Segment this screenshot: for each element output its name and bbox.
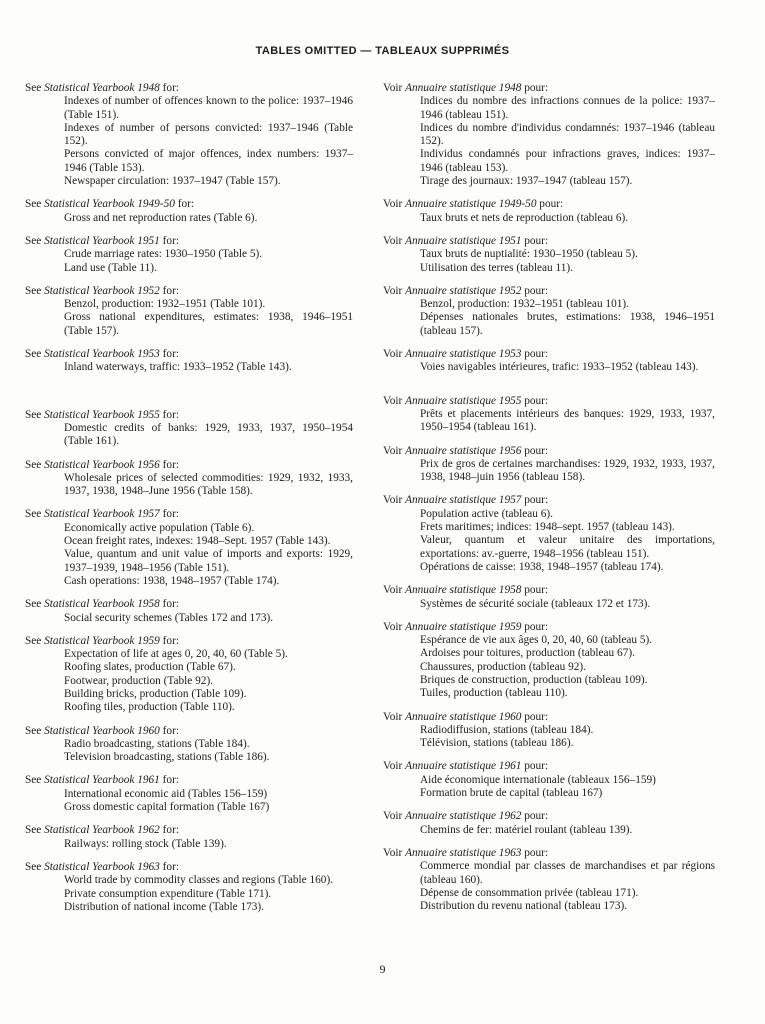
omitted-table-item: Benzol, production: 1932–1951 (tableau 101). (420, 298, 629, 311)
omitted-table-item: Ardoises pour toitures, production (tableau 67). (420, 647, 635, 660)
omitted-table-item: Voies navigables intérieures, trafic: 1933–1952 (tableau 143). (420, 361, 699, 374)
omitted-table-item: Dépense de consommation privée (tableau 171). (420, 886, 639, 899)
entry-heading (25, 409, 353, 422)
reference-entry (383, 847, 715, 913)
omitted-table-item: Indexes of number of offences known to the police: 1937–1946 (Table 151). (64, 95, 353, 121)
entry-suffix: for: (162, 348, 179, 361)
reference-entry (383, 810, 715, 837)
entry-suffix: for: (162, 860, 179, 873)
omitted-table-item: Dépenses nationales brutes, estimations: 1938, 1946–1951 (tableau 157). (420, 311, 715, 337)
omitted-table-item: International economic aid (Tables 156–159) (64, 787, 268, 800)
entry-heading (25, 774, 353, 787)
omitted-table-item: Tuiles, production (tableau 110). (420, 687, 568, 700)
entry-heading (383, 810, 715, 823)
entry-heading (383, 445, 715, 458)
omitted-table-item: Persons convicted of major offences, index numbers: 1937–1946 (Table 153). (64, 148, 353, 174)
entry-prefix: See (25, 824, 42, 837)
omitted-table-item: Value, quantum and unit value of imports and exports: 1929, 1937–1939, 1948–1956 (Table 151). (64, 548, 353, 574)
reference-entry (383, 621, 715, 701)
omitted-table-item: Benzol, production: 1932–1951 (Table 101). (64, 298, 266, 311)
yearbook-title: Statistical Yearbook 1948 (44, 82, 160, 94)
yearbook-title: Statistical Yearbook 1962 (44, 824, 160, 837)
reference-entry (383, 494, 715, 574)
entry-heading (383, 395, 715, 408)
entry-suffix: for: (162, 634, 179, 647)
reference-entry (383, 395, 715, 435)
omitted-table-item: Social security schemes (Tables 172 and 173). (64, 611, 274, 624)
yearbook-title: Annuaire statistique 1958 (405, 584, 522, 597)
entry-suffix: for: (162, 774, 179, 787)
omitted-table-item: Expectation of life at ages 0, 20, 40, 60 (Table 5). (64, 648, 288, 661)
omitted-table-item: Land use (Table 11). (64, 261, 157, 274)
omitted-table-item: Roofing slates, production (Table 67). (64, 661, 236, 674)
entry-suffix: pour: (524, 710, 549, 723)
reference-entry (383, 82, 715, 188)
entry-heading (25, 635, 353, 648)
omitted-table-item: Crude marriage rates: 1930–1950 (Table 5). (64, 248, 263, 261)
reference-entry (25, 198, 353, 225)
reference-entry (25, 598, 353, 625)
entry-prefix: Voir (383, 348, 403, 361)
entry-suffix: pour: (524, 394, 549, 407)
entry-suffix: for: (162, 408, 179, 421)
yearbook-title: Annuaire statistique 1949-50 (405, 198, 537, 211)
reference-entry (25, 725, 353, 765)
omitted-table-item: Radiodiffusion, stations (tableau 184). (420, 723, 594, 736)
yearbook-title: Annuaire statistique 1959 (405, 620, 522, 633)
entry-heading (25, 348, 353, 361)
entry-prefix: See (25, 234, 42, 247)
entry-prefix: Voir (383, 198, 403, 211)
reference-entry (25, 348, 353, 375)
reference-entry (25, 82, 353, 188)
entry-heading (25, 235, 353, 248)
omitted-table-item: Gross domestic capital formation (Table 167) (64, 801, 270, 814)
omitted-table-item: Chemins de fer: matériel roulant (tableau 139). (420, 823, 633, 836)
omitted-table-item: Indices du nombre des infractions connues de la police: 1937–1946 (tableau 151). (420, 95, 715, 121)
entry-suffix: pour: (524, 494, 549, 507)
omitted-table-item: Footwear, production (Table 92). (64, 674, 214, 687)
entry-heading (383, 584, 715, 597)
entry-prefix: Voir (383, 444, 403, 457)
entry-heading (25, 725, 353, 738)
entry-heading (383, 494, 715, 507)
reference-entry (383, 235, 715, 275)
omitted-table-item: Domestic credits of banks: 1929, 1933, 1937, 1950–1954 (Table 161). (64, 421, 353, 448)
entry-heading (25, 198, 353, 211)
reference-entry (383, 584, 715, 611)
entry-prefix: Voir (383, 710, 403, 723)
entry-suffix: for: (177, 198, 195, 211)
entry-heading (383, 760, 715, 773)
omitted-table-item: Economically active population (Table 6). (64, 521, 255, 534)
omitted-table-item: Taux bruts et nets de reproduction (tableau 6). (420, 211, 629, 224)
entry-prefix: See (25, 408, 42, 421)
omitted-table-item: Utilisation des terres (tableau 11). (420, 261, 573, 274)
reference-entry (383, 760, 715, 800)
reference-entry (25, 285, 353, 338)
entry-heading (383, 348, 715, 361)
entry-heading (25, 459, 353, 472)
yearbook-title: Statistical Yearbook 1963 (44, 860, 160, 873)
entry-prefix: Voir (383, 284, 403, 297)
entry-heading (383, 82, 715, 95)
yearbook-title: Annuaire statistique 1952 (405, 284, 522, 297)
entry-prefix: See (25, 634, 42, 647)
omitted-table-item: Tirage des journaux: 1937–1947 (tableau 157). (420, 175, 633, 188)
entry-prefix: Voir (383, 620, 403, 633)
entry-suffix: for: (162, 724, 179, 737)
omitted-table-item: Chaussures, production (tableau 92). (420, 660, 586, 673)
yearbook-title: Statistical Yearbook 1957 (44, 508, 160, 521)
entry-prefix: Voir (383, 810, 403, 823)
entry-heading (383, 198, 715, 211)
entry-suffix: pour: (524, 810, 549, 823)
omitted-table-item: Gross and net reproduction rates (Table 6). (64, 211, 258, 224)
entry-prefix: See (25, 860, 42, 873)
reference-entry (25, 409, 353, 449)
yearbook-title: Statistical Yearbook 1951 (44, 234, 160, 247)
entry-suffix: for: (162, 284, 179, 297)
entry-prefix: See (25, 458, 42, 471)
yearbook-title: Statistical Yearbook 1952 (44, 284, 160, 297)
omitted-table-item: Taux bruts de nuptialité: 1930–1950 (tableau 5). (420, 248, 638, 261)
entry-heading (383, 847, 715, 860)
yearbook-title: Annuaire statistique 1963 (405, 846, 522, 859)
entry-heading (25, 598, 353, 611)
entry-prefix: See (25, 508, 42, 521)
yearbook-title: Annuaire statistique 1960 (405, 710, 522, 723)
yearbook-title: Statistical Yearbook 1949-50 (44, 198, 175, 211)
omitted-table-item: Railways: rolling stock (Table 139). (64, 837, 227, 850)
entry-heading (383, 621, 715, 634)
yearbook-title: Annuaire statistique 1957 (405, 494, 522, 507)
reference-entry (383, 285, 715, 338)
reference-entry (383, 198, 715, 225)
omitted-table-item: Commerce mondial par classes de marchandises et par régions (tableau 160). (420, 860, 715, 886)
yearbook-title: Annuaire statistique 1953 (405, 348, 522, 361)
entry-heading (25, 285, 353, 298)
entry-prefix: Voir (383, 494, 403, 507)
entry-heading (383, 711, 715, 724)
entry-prefix: See (25, 774, 42, 787)
entry-suffix: for: (162, 82, 179, 94)
omitted-table-item: Télévision, stations (tableau 186). (420, 737, 574, 750)
entry-prefix: See (25, 598, 42, 611)
omitted-table-item: Opérations de caisse: 1938, 1948–1957 (tableau 174). (420, 560, 664, 573)
yearbook-title: Statistical Yearbook 1956 (44, 458, 160, 471)
entry-suffix: pour: (524, 284, 549, 297)
omitted-table-item: Frets maritimes; indices: 1948–sept. 1957 (tableau 143). (420, 521, 675, 534)
reference-entry (25, 824, 353, 851)
entry-prefix: See (25, 284, 42, 297)
yearbook-title: Annuaire statistique 1955 (405, 394, 522, 407)
entry-heading (383, 285, 715, 298)
entry-suffix: pour: (524, 846, 549, 859)
entry-prefix: Voir (383, 760, 403, 773)
yearbook-title: Annuaire statistique 1956 (405, 444, 522, 457)
omitted-table-item: Television broadcasting, stations (Table 186). (64, 751, 270, 764)
omitted-table-item: Prêts et placements intérieurs des banques: 1929, 1933, 1937, 1950–1954 (tableau 161). (420, 407, 715, 434)
entry-suffix: pour: (524, 348, 549, 361)
entry-prefix: See (25, 724, 42, 737)
entry-suffix: for: (162, 234, 179, 247)
omitted-table-item: Aide économique internationale (tableaux 156–159) (420, 773, 656, 786)
omitted-table-item: Ocean freight rates, indexes: 1948–Sept. 1957 (Table 143). (64, 535, 331, 548)
omitted-table-item: World trade by commodity classes and regions (Table 160). (64, 874, 334, 887)
entry-suffix: pour: (524, 620, 549, 633)
entry-heading (25, 861, 353, 874)
entry-suffix: for: (162, 458, 179, 471)
omitted-table-item: Prix de gros de certaines marchandises: 1929, 1932, 1933, 1937, 1938, 1948–juin 1956 (tableau 158). (420, 457, 715, 484)
yearbook-title: Statistical Yearbook 1959 (44, 634, 160, 647)
omitted-table-item: Cash operations: 1938, 1948–1957 (Table 174). (64, 574, 280, 587)
entry-suffix: pour: (539, 198, 564, 211)
entry-suffix: pour: (524, 444, 549, 457)
omitted-table-item: Indices du nombre d'individus condamnés: 1937–1946 (tableau 152). (420, 121, 715, 148)
entry-prefix: See (25, 82, 42, 94)
entry-prefix: Voir (383, 584, 403, 597)
yearbook-title: Statistical Yearbook 1960 (44, 724, 160, 737)
omitted-table-item: Inland waterways, traffic: 1933–1952 (Table 143). (64, 361, 292, 374)
omitted-table-item: Gross national expenditures, estimates: 1938, 1946–1951 (Table 157). (64, 311, 353, 337)
entry-prefix: See (25, 198, 42, 211)
entry-prefix: See (25, 348, 42, 361)
yearbook-title: Annuaire statistique 1961 (405, 760, 522, 773)
french-column (383, 82, 715, 923)
omitted-table-item: Newspaper circulation: 1937–1947 (Table 157). (64, 175, 281, 188)
omitted-table-item: Wholesale prices of selected commodities: 1929, 1932, 1933, 1937, 1938, 1948–June 1956 (Table 158). (64, 471, 353, 498)
reference-entry (383, 445, 715, 485)
entry-suffix: for: (162, 598, 179, 611)
yearbook-title: Statistical Yearbook 1958 (44, 598, 160, 611)
reference-entry (383, 348, 715, 375)
english-column (25, 82, 353, 924)
entry-prefix: Voir (383, 82, 403, 94)
entry-suffix: pour: (524, 82, 549, 94)
reference-entry (25, 508, 353, 588)
entry-prefix: Voir (383, 846, 403, 859)
entry-suffix: pour: (524, 584, 549, 597)
entry-suffix: for: (162, 824, 179, 837)
omitted-table-item: Individus condamnés pour infractions graves, indices: 1937–1946 (tableau 153). (420, 148, 715, 174)
omitted-table-item: Briques de construction, production (tableau 109). (420, 673, 648, 686)
entry-heading (25, 508, 353, 521)
reference-entry (25, 774, 353, 814)
entry-suffix: for: (162, 508, 179, 521)
reference-entry (25, 861, 353, 914)
yearbook-title: Annuaire statistique 1951 (405, 234, 522, 247)
yearbook-title: Statistical Yearbook 1961 (44, 774, 160, 787)
omitted-table-item: Formation brute de capital (tableau 167) (420, 787, 603, 800)
omitted-table-item: Population active (tableau 6). (420, 507, 554, 520)
reference-entry (25, 635, 353, 715)
omitted-table-item: Indexes of number of persons convicted: 1937–1946 (Table 152). (64, 121, 353, 148)
yearbook-title: Annuaire statistique 1948 (405, 82, 522, 94)
entry-prefix: Voir (383, 234, 403, 247)
entry-suffix: pour: (524, 760, 549, 773)
entry-heading (25, 82, 353, 95)
page-number: 9 (379, 962, 386, 976)
reference-entry (25, 459, 353, 499)
omitted-table-item: Private consumption expenditure (Table 171). (64, 887, 272, 900)
entry-prefix: Voir (383, 394, 403, 407)
omitted-table-item: Roofing tiles, production (Table 110). (64, 701, 235, 714)
omitted-table-item: Systèmes de sécurité sociale (tableaux 172 et 173). (420, 597, 651, 610)
page-title: TABLES OMITTED — TABLEAUX SUPPRIMÉS (255, 45, 510, 57)
yearbook-title: Statistical Yearbook 1953 (44, 348, 160, 361)
entry-heading (25, 824, 353, 837)
reference-entry (25, 235, 353, 275)
omitted-table-item: Distribution du revenu national (tableau 173). (420, 900, 628, 913)
omitted-table-item: Espérance de vie aux âges 0, 20, 40, 60 (tableau 5). (420, 634, 653, 647)
omitted-table-item: Radio broadcasting, stations (Table 184). (64, 737, 250, 750)
entry-suffix: pour: (524, 234, 549, 247)
yearbook-title: Annuaire statistique 1962 (405, 810, 522, 823)
yearbook-title: Statistical Yearbook 1955 (44, 408, 160, 421)
reference-entry (383, 711, 715, 751)
omitted-table-item: Distribution of national income (Table 173). (64, 900, 264, 913)
omitted-table-item: Valeur, quantum et valeur unitaire des importations, exportations: av.-guerre, 1948–1956 (tableau 151). (420, 534, 715, 560)
entry-heading (383, 235, 715, 248)
omitted-table-item: Building bricks, production (Table 109). (64, 687, 247, 700)
